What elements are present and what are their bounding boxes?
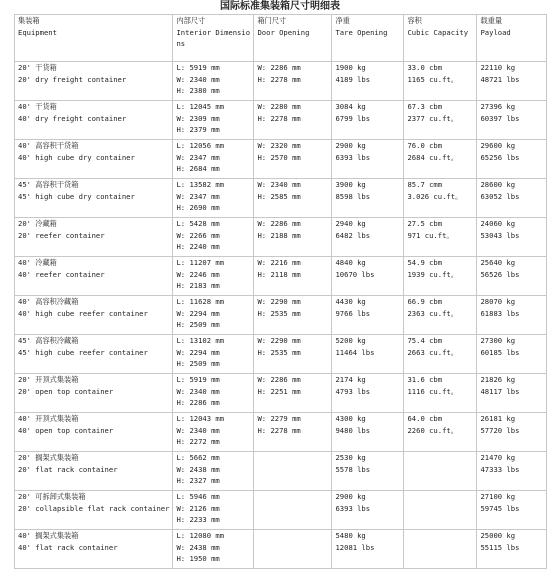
tare-value: 4189 lbs [335, 74, 371, 84]
tare-value: 9766 lbs [335, 308, 371, 318]
tare-value: 6799 lbs [335, 113, 371, 123]
cubic-value: 971 cu.ft。 [407, 230, 454, 240]
tare-cell [332, 296, 404, 335]
cubic-capacity-cell [404, 140, 477, 179]
door-dimension: W: 2280 mm [257, 102, 301, 111]
cubic-value: 54.9 cbm [407, 258, 443, 267]
tare-cell [332, 335, 404, 374]
interior-dimension: L: 13102 mm [176, 336, 225, 345]
table-row [15, 335, 547, 374]
equipment-cell [15, 62, 173, 101]
payload-value: 28600 kg [480, 180, 516, 189]
cubic-capacity-cell [404, 491, 477, 530]
table-row [15, 101, 547, 140]
door-opening-cell [254, 101, 332, 140]
interior-dimension: L: 13582 mm [176, 180, 225, 189]
tare-value: 2174 kg [335, 375, 366, 384]
equipment-name-en: 40' reefer container [18, 269, 105, 279]
tare-cell [332, 62, 404, 101]
interior-dimension: W: 2294 mm [176, 347, 220, 357]
interior-dimension: H: 1950 mm [176, 554, 220, 563]
cubic-value: 1939 cu.ft。 [407, 269, 458, 279]
document-title: 国际标准集装箱尺寸明细表 [220, 1, 340, 12]
payload-value: 24060 kg [480, 219, 516, 228]
cubic-value: 66.9 cbm [407, 297, 443, 306]
tare-value: 5480 kg [335, 531, 366, 540]
interior-dimension: W: 2309 mm [176, 113, 220, 123]
payload-value: 63052 lbs [480, 191, 520, 201]
door-dimension: H: 2278 mm [257, 74, 301, 84]
cubic-value: 2363 cu.ft。 [407, 308, 458, 318]
tare-value: 9480 lbs [335, 425, 371, 435]
header-cn: 箱门尺寸 [257, 16, 287, 25]
table-row [15, 452, 547, 491]
door-dimension: W: 2340 mm [257, 180, 301, 189]
interior-dimension: H: 2183 mm [176, 281, 220, 290]
header-cn: 容积 [407, 16, 422, 25]
cubic-capacity-cell [404, 374, 477, 413]
equipment-name-en: 40' flat rack container [18, 542, 118, 552]
payload-cell [477, 140, 547, 179]
payload-value: 47333 lbs [480, 464, 520, 474]
tare-cell [332, 101, 404, 140]
interior-dimension: W: 2340 mm [176, 74, 220, 84]
table-row [15, 62, 547, 101]
interior-dimension: W: 2340 mm [176, 425, 220, 435]
header-en: Payload [480, 27, 511, 37]
tare-cell [332, 257, 404, 296]
payload-cell [477, 374, 547, 413]
payload-cell [477, 491, 547, 530]
interior-dimensions-cell [173, 296, 254, 335]
equipment-name-en: 20' reefer container [18, 230, 105, 240]
table-row [15, 179, 547, 218]
door-dimension: W: 2320 mm [257, 141, 301, 150]
payload-cell [477, 335, 547, 374]
equipment-cell [15, 452, 173, 491]
equipment-name-cn: 45' 高容积干货箱 [18, 180, 79, 189]
header-cn: 载重量 [480, 16, 503, 25]
payload-value: 57720 lbs [480, 425, 520, 435]
header-cn: 集装箱 [18, 16, 40, 25]
header-cn: 内部尺寸 [176, 16, 206, 25]
door-opening-cell [254, 413, 332, 452]
cubic-value: 1165 cu.ft。 [407, 74, 458, 84]
tare-cell [332, 452, 404, 491]
door-opening-cell [254, 257, 332, 296]
interior-dimensions-cell [173, 140, 254, 179]
equipment-name-cn: 40' 干货箱 [18, 102, 57, 111]
header-door [254, 15, 332, 62]
door-opening-cell [254, 491, 332, 530]
tare-cell [332, 491, 404, 530]
door-opening-cell [254, 179, 332, 218]
equipment-cell [15, 413, 173, 452]
payload-value: 53043 lbs [480, 230, 520, 240]
door-opening-cell [254, 218, 332, 257]
payload-value: 28070 kg [480, 297, 516, 306]
interior-dimension: L: 12045 mm [176, 102, 225, 111]
header-tare [332, 15, 404, 62]
payload-value: 60185 lbs [480, 347, 520, 357]
equipment-name-cn: 20' 开顶式集装箱 [18, 375, 79, 384]
cubic-capacity-cell [404, 413, 477, 452]
interior-dimension: L: 5919 mm [176, 63, 220, 72]
interior-dimensions-cell [173, 413, 254, 452]
interior-dimension: W: 2340 mm [176, 386, 220, 396]
interior-dimensions-cell [173, 491, 254, 530]
equipment-cell [15, 296, 173, 335]
equipment-name-en: 40' high cube reefer container [18, 308, 148, 318]
table-row [15, 296, 547, 335]
tare-cell [332, 413, 404, 452]
tare-value: 2530 kg [335, 453, 366, 462]
equipment-name-cn: 40' 搁架式集装箱 [18, 531, 79, 540]
cubic-value: 2684 cu.ft。 [407, 152, 458, 162]
door-dimension: W: 2286 mm [257, 219, 301, 228]
equipment-name-cn: 40' 高容积冷藏箱 [18, 297, 79, 306]
tare-value: 11464 lbs [335, 347, 375, 357]
table-row [15, 530, 547, 569]
payload-cell [477, 530, 547, 569]
cubic-value: 67.3 cbm [407, 102, 443, 111]
interior-dimension: W: 2438 mm [176, 464, 220, 474]
header-payload [477, 15, 547, 62]
cubic-value: 64.0 cbm [407, 414, 443, 423]
cubic-capacity-cell [404, 101, 477, 140]
tare-value: 5200 kg [335, 336, 366, 345]
payload-value: 27300 kg [480, 336, 516, 345]
interior-dimension: W: 2347 mm [176, 191, 220, 201]
cubic-capacity-cell [404, 62, 477, 101]
door-dimension: W: 2286 mm [257, 63, 301, 72]
door-dimension: W: 2290 mm [257, 336, 301, 345]
cubic-capacity-cell [404, 452, 477, 491]
payload-cell [477, 62, 547, 101]
equipment-cell [15, 374, 173, 413]
payload-value: 29600 kg [480, 141, 516, 150]
door-dimension: H: 2570 mm [257, 152, 301, 162]
container-spec-table [14, 14, 547, 569]
interior-dimension: L: 5428 mm [176, 219, 220, 228]
payload-value: 48721 lbs [480, 74, 520, 84]
tare-value: 4300 kg [335, 414, 366, 423]
door-dimension: H: 2585 mm [257, 191, 301, 201]
cubic-value: 3.026 cu.ft。 [407, 191, 463, 201]
cubic-value: 2377 cu.ft。 [407, 113, 458, 123]
tare-value: 5578 lbs [335, 464, 371, 474]
payload-value: 22110 kg [480, 63, 516, 72]
payload-value: 27100 kg [480, 492, 516, 501]
cubic-value: 85.7 cmm [407, 180, 443, 189]
tare-value: 4430 kg [335, 297, 366, 306]
equipment-name-cn: 20' 搁架式集装箱 [18, 453, 79, 462]
equipment-name-cn: 40' 开顶式集装箱 [18, 414, 79, 423]
payload-value: 55115 lbs [480, 542, 520, 552]
payload-value: 59745 lbs [480, 503, 520, 513]
tare-value: 4840 kg [335, 258, 366, 267]
tare-value: 2940 kg [335, 219, 366, 228]
door-opening-cell [254, 374, 332, 413]
tare-value: 6393 lbs [335, 152, 371, 162]
interior-dimension: L: 5919 mm [176, 375, 220, 384]
payload-value: 21826 kg [480, 375, 516, 384]
interior-dimensions-cell [173, 257, 254, 296]
payload-cell [477, 296, 547, 335]
door-dimension: H: 2278 mm [257, 425, 301, 435]
tare-value: 3900 kg [335, 180, 366, 189]
table-header-row [15, 15, 547, 62]
tare-value: 8598 lbs [335, 191, 371, 201]
cubic-value: 27.5 cbm [407, 219, 443, 228]
tare-value: 3084 kg [335, 102, 366, 111]
interior-dimension: W: 2126 mm [176, 503, 220, 513]
interior-dimension: L: 12080 mm [176, 531, 225, 540]
tare-cell [332, 218, 404, 257]
cubic-value: 75.4 cbm [407, 336, 443, 345]
interior-dimension: H: 2240 mm [176, 242, 220, 251]
header-en: Door Opening [257, 27, 310, 37]
cubic-capacity-cell [404, 530, 477, 569]
payload-value: 26181 kg [480, 414, 516, 423]
header-en: Equipment [18, 27, 57, 37]
interior-dimension: H: 2509 mm [176, 359, 220, 368]
door-opening-cell [254, 530, 332, 569]
tare-cell [332, 179, 404, 218]
equipment-cell [15, 140, 173, 179]
tare-cell [332, 530, 404, 569]
tare-cell [332, 140, 404, 179]
interior-dimension: H: 2379 mm [176, 125, 220, 134]
door-opening-cell [254, 140, 332, 179]
interior-dimension: H: 2684 mm [176, 164, 220, 173]
equipment-name-cn: 40' 高容积干货箱 [18, 141, 79, 150]
interior-dimension: W: 2438 mm [176, 542, 220, 552]
equipment-cell [15, 530, 173, 569]
interior-dimensions-cell [173, 62, 254, 101]
door-dimension: W: 2216 mm [257, 258, 301, 267]
interior-dimension: L: 12043 mm [176, 414, 225, 423]
interior-dimension: W: 2246 mm [176, 269, 220, 279]
equipment-name-en: 40' dry freight container [18, 113, 127, 123]
payload-cell [477, 413, 547, 452]
header-cubic [404, 15, 477, 62]
interior-dimension: H: 2286 mm [176, 398, 220, 407]
tare-value: 12081 lbs [335, 542, 375, 552]
table-row [15, 257, 547, 296]
payload-cell [477, 218, 547, 257]
interior-dimension: H: 2690 mm [176, 203, 220, 212]
header-equipment [15, 15, 173, 62]
cubic-value: 76.0 cbm [407, 141, 443, 150]
tare-value: 6482 lbs [335, 230, 371, 240]
equipment-cell [15, 101, 173, 140]
header-en: Cubic Capacity [407, 27, 469, 37]
equipment-name-en: 40' high cube dry container [18, 152, 135, 162]
cubic-capacity-cell [404, 257, 477, 296]
table-row [15, 374, 547, 413]
payload-value: 60397 lbs [480, 113, 520, 123]
tare-value: 2900 kg [335, 492, 366, 501]
equipment-name-cn: 20' 干货箱 [18, 63, 57, 72]
header-en: Interior Dimensions [176, 27, 251, 48]
door-dimension: H: 2118 mm [257, 269, 301, 279]
door-dimension: W: 2279 mm [257, 414, 301, 423]
tare-value: 10670 lbs [335, 269, 375, 279]
door-dimension: H: 2188 mm [257, 230, 301, 240]
door-opening-cell [254, 62, 332, 101]
equipment-cell [15, 257, 173, 296]
table-row [15, 140, 547, 179]
interior-dimensions-cell [173, 374, 254, 413]
equipment-name-en: 20' flat rack container [18, 464, 118, 474]
interior-dimension: H: 2380 mm [176, 86, 220, 95]
table-row [15, 218, 547, 257]
payload-cell [477, 179, 547, 218]
header-cn: 净重 [335, 16, 350, 25]
interior-dimension: L: 5946 mm [176, 492, 220, 501]
payload-value: 21470 kg [480, 453, 516, 462]
door-dimension: H: 2251 mm [257, 386, 301, 396]
interior-dimensions-cell [173, 101, 254, 140]
cubic-capacity-cell [404, 179, 477, 218]
interior-dimension: W: 2294 mm [176, 308, 220, 318]
interior-dimensions-cell [173, 452, 254, 491]
interior-dimensions-cell [173, 179, 254, 218]
cubic-capacity-cell [404, 296, 477, 335]
payload-cell [477, 452, 547, 491]
equipment-cell [15, 218, 173, 257]
interior-dimension: W: 2347 mm [176, 152, 220, 162]
interior-dimension: L: 11207 mm [176, 258, 225, 267]
payload-cell [477, 101, 547, 140]
header-interior [173, 15, 254, 62]
interior-dimension: H: 2327 mm [176, 476, 220, 485]
table-row [15, 491, 547, 530]
door-dimension: W: 2286 mm [257, 375, 301, 384]
equipment-name-en: 45' high cube reefer container [18, 347, 148, 357]
cubic-value: 33.0 cbm [407, 63, 443, 72]
table-row [15, 413, 547, 452]
equipment-cell [15, 335, 173, 374]
equipment-cell [15, 179, 173, 218]
cubic-value: 31.6 cbm [407, 375, 443, 384]
tare-value: 2900 kg [335, 141, 366, 150]
interior-dimensions-cell [173, 530, 254, 569]
cubic-capacity-cell [404, 218, 477, 257]
tare-value: 1900 kg [335, 63, 366, 72]
interior-dimension: W: 2266 mm [176, 230, 220, 240]
door-dimension: H: 2278 mm [257, 113, 301, 123]
cubic-value: 2663 cu.ft。 [407, 347, 458, 357]
door-dimension: H: 2535 mm [257, 308, 301, 318]
door-dimension: H: 2535 mm [257, 347, 301, 357]
header-en: Tare Opening [335, 27, 388, 37]
payload-value: 25640 kg [480, 258, 516, 267]
interior-dimension: H: 2233 mm [176, 515, 220, 524]
equipment-name-en: 20' open top container [18, 386, 114, 396]
equipment-name-cn: 40' 冷藏箱 [18, 258, 57, 267]
payload-value: 56526 lbs [480, 269, 520, 279]
interior-dimension: H: 2272 mm [176, 437, 220, 446]
equipment-name-cn: 45' 高容积冷藏箱 [18, 336, 79, 345]
equipment-name-cn: 20' 冷藏箱 [18, 219, 57, 228]
payload-value: 27396 kg [480, 102, 516, 111]
cubic-capacity-cell [404, 335, 477, 374]
cubic-value: 2260 cu.ft。 [407, 425, 458, 435]
interior-dimension: H: 2509 mm [176, 320, 220, 329]
equipment-name-en: 45' high cube dry container [18, 191, 135, 201]
equipment-name-en: 40' open top container [18, 425, 114, 435]
payload-value: 48117 lbs [480, 386, 520, 396]
equipment-name-en: 20' dry freight container [18, 74, 127, 84]
door-opening-cell [254, 452, 332, 491]
tare-value: 6393 lbs [335, 503, 371, 513]
equipment-name-cn: 20' 可拆卸式集装箱 [18, 492, 86, 501]
interior-dimensions-cell [173, 335, 254, 374]
interior-dimensions-cell [173, 218, 254, 257]
interior-dimension: L: 5662 mm [176, 453, 220, 462]
tare-cell [332, 374, 404, 413]
equipment-name-en: 20' collapsible flat rack container [18, 503, 170, 513]
interior-dimension: L: 12056 mm [176, 141, 225, 150]
payload-cell [477, 257, 547, 296]
cubic-value: 1116 cu.ft。 [407, 386, 458, 396]
payload-value: 61883 lbs [480, 308, 520, 318]
interior-dimension: L: 11628 mm [176, 297, 225, 306]
equipment-cell [15, 491, 173, 530]
payload-value: 25000 kg [480, 531, 516, 540]
door-opening-cell [254, 335, 332, 374]
tare-value: 4793 lbs [335, 386, 371, 396]
payload-value: 65256 lbs [480, 152, 520, 162]
door-dimension: W: 2290 mm [257, 297, 301, 306]
door-opening-cell [254, 296, 332, 335]
